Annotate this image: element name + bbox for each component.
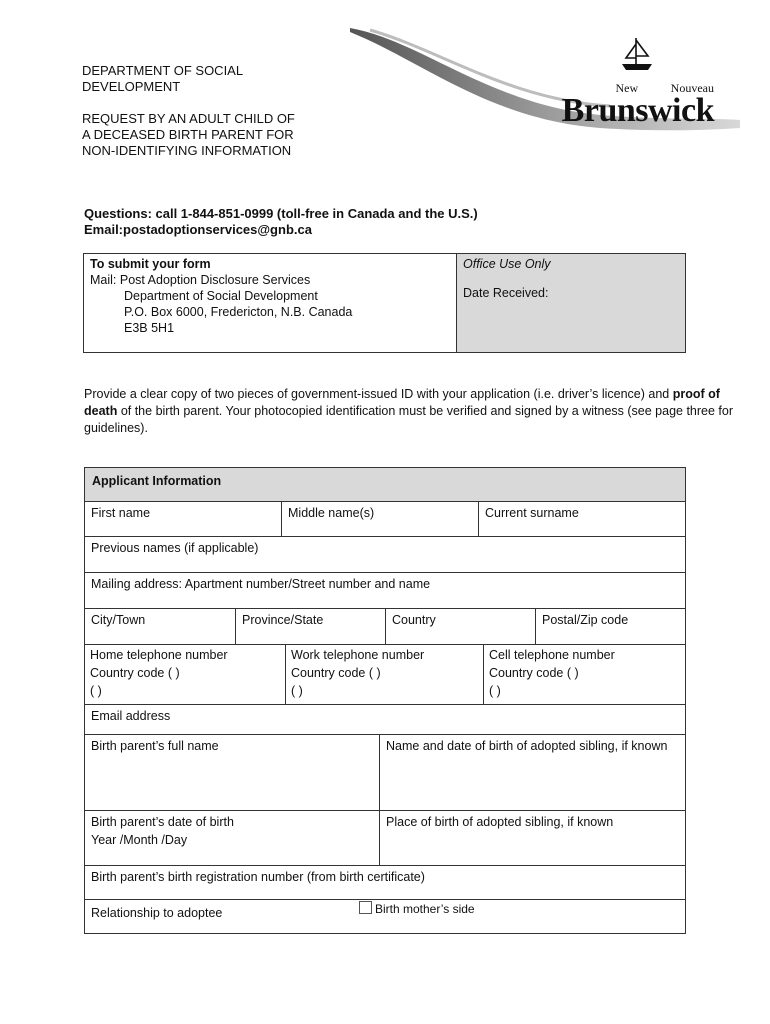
registration-number-label: Birth parent’s birth registration number (from birth certificate) (91, 870, 425, 884)
first-name-field[interactable] (85, 502, 281, 536)
new-brunswick-logo (340, 20, 760, 140)
logo-wordmark (561, 80, 714, 129)
email-row (85, 704, 685, 734)
department-line: DEVELOPMENT (82, 79, 181, 94)
mailing-address-field[interactable] (85, 573, 685, 608)
office-use-label: Office Use Only (463, 257, 551, 271)
work-phone-field[interactable] (285, 645, 483, 704)
email-field[interactable] (85, 705, 685, 734)
middle-names-field[interactable] (281, 502, 478, 536)
form-title-line: NON-IDENTIFYING INFORMATION (82, 143, 292, 158)
ship-icon (618, 34, 658, 74)
department-name (82, 63, 243, 95)
previous-names-field[interactable] (85, 537, 685, 572)
instructions-text: Provide a clear copy of two pieces of government-issued ID with your application (i.e. driver’s licence) and (84, 387, 673, 401)
logo-new: New (615, 81, 639, 95)
email-label: Email address (91, 709, 171, 723)
cell-phone-field[interactable] (483, 645, 685, 704)
previous-names-row (85, 536, 685, 572)
relationship-field (85, 900, 685, 933)
registration-number-field[interactable] (85, 866, 685, 899)
submit-heading: To submit your form (90, 257, 211, 271)
country-field[interactable] (385, 609, 535, 644)
section-title: Applicant Information (92, 474, 222, 488)
phone-info: Questions: call 1-844-851-0999 (toll-free in Canada and the U.S.) (84, 206, 478, 221)
home-phone-label: Home telephone number (90, 648, 228, 662)
office-use-box (456, 254, 685, 352)
postal-code-field[interactable] (535, 609, 685, 644)
birth-parent-name-field[interactable] (85, 735, 379, 810)
sibling-name-label: Name and date of birth of adopted sibling, if known (386, 739, 668, 753)
logo-nouveau: Nouveau (670, 81, 714, 95)
country-code-label: Country code ( ) (90, 666, 180, 680)
mail-line: Mail: Post Adoption Disclosure Services (90, 273, 311, 287)
telephone-row (85, 644, 685, 704)
birth-date-row (85, 810, 685, 865)
province-label: Province/State (242, 613, 324, 627)
date-received-label: Date Received: (463, 286, 549, 300)
logo-brunswick: Brunswick (561, 92, 714, 129)
applicant-information-table (84, 467, 686, 934)
city-row (85, 608, 685, 644)
submit-instructions (84, 254, 456, 352)
birth-parent-dob-label: Birth parent’s date of birth (91, 815, 234, 829)
country-label: Country (392, 613, 436, 627)
country-code-label: Country code ( ) (291, 666, 381, 680)
submit-box (83, 253, 686, 353)
area-code-label: ( ) (90, 684, 102, 698)
department-line: DEPARTMENT OF SOCIAL (82, 63, 244, 78)
cell-phone-label: Cell telephone number (489, 648, 615, 662)
current-surname-label: Current surname (485, 506, 579, 520)
sibling-place-field[interactable] (379, 811, 685, 865)
home-phone-field[interactable] (85, 645, 285, 704)
mailing-address-label: Mailing address: Apartment number/Street number and name (91, 577, 431, 591)
instructions-bold: proof of death (84, 387, 720, 418)
mailing-address-row (85, 572, 685, 608)
relationship-label: Relationship to adoptee (91, 906, 223, 920)
birth-mother-option[interactable] (359, 900, 475, 918)
dob-format-label: Year /Month /Day (91, 833, 188, 847)
country-code-label: Country code ( ) (489, 666, 579, 680)
province-field[interactable] (235, 609, 385, 644)
birth-mother-checkbox[interactable] (359, 901, 372, 914)
instructions-text: of the birth parent. Your photocopied identification must be verified and signed by a witness (see page three for guidelines). (84, 404, 734, 435)
area-code-label: ( ) (489, 684, 501, 698)
section-header (85, 468, 685, 501)
middle-names-label: Middle name(s) (288, 506, 375, 520)
birth-parent-name-label: Birth parent’s full name (91, 739, 219, 753)
registration-row (85, 865, 685, 899)
birth-mother-label: Birth mother’s side (375, 902, 475, 916)
form-title (82, 111, 295, 159)
city-label: City/Town (91, 613, 146, 627)
mail-line: Department of Social Development (124, 289, 318, 303)
sibling-name-field[interactable] (379, 735, 685, 810)
birth-parent-name-row (85, 734, 685, 810)
relationship-row (85, 899, 685, 933)
form-title-line: REQUEST BY AN ADULT CHILD OF (82, 111, 295, 126)
birth-parent-dob-field[interactable] (85, 811, 379, 865)
work-phone-label: Work telephone number (291, 648, 425, 662)
contact-info (84, 206, 478, 238)
area-code-label: ( ) (291, 684, 303, 698)
id-instructions (84, 386, 739, 437)
postal-code-label: Postal/Zip code (542, 613, 629, 627)
sibling-place-label: Place of birth of adopted sibling, if known (386, 815, 614, 829)
current-surname-field[interactable] (478, 502, 685, 536)
first-name-label: First name (91, 506, 151, 520)
form-title-line: A DECEASED BIRTH PARENT FOR (82, 127, 294, 142)
city-field[interactable] (85, 609, 235, 644)
name-row (85, 501, 685, 536)
mail-line: P.O. Box 6000, Fredericton, N.B. Canada (124, 305, 353, 319)
mail-line: E3B 5H1 (124, 321, 175, 335)
email-info: Email:postadoptionservices@gnb.ca (84, 222, 312, 237)
previous-names-label: Previous names (if applicable) (91, 541, 259, 555)
